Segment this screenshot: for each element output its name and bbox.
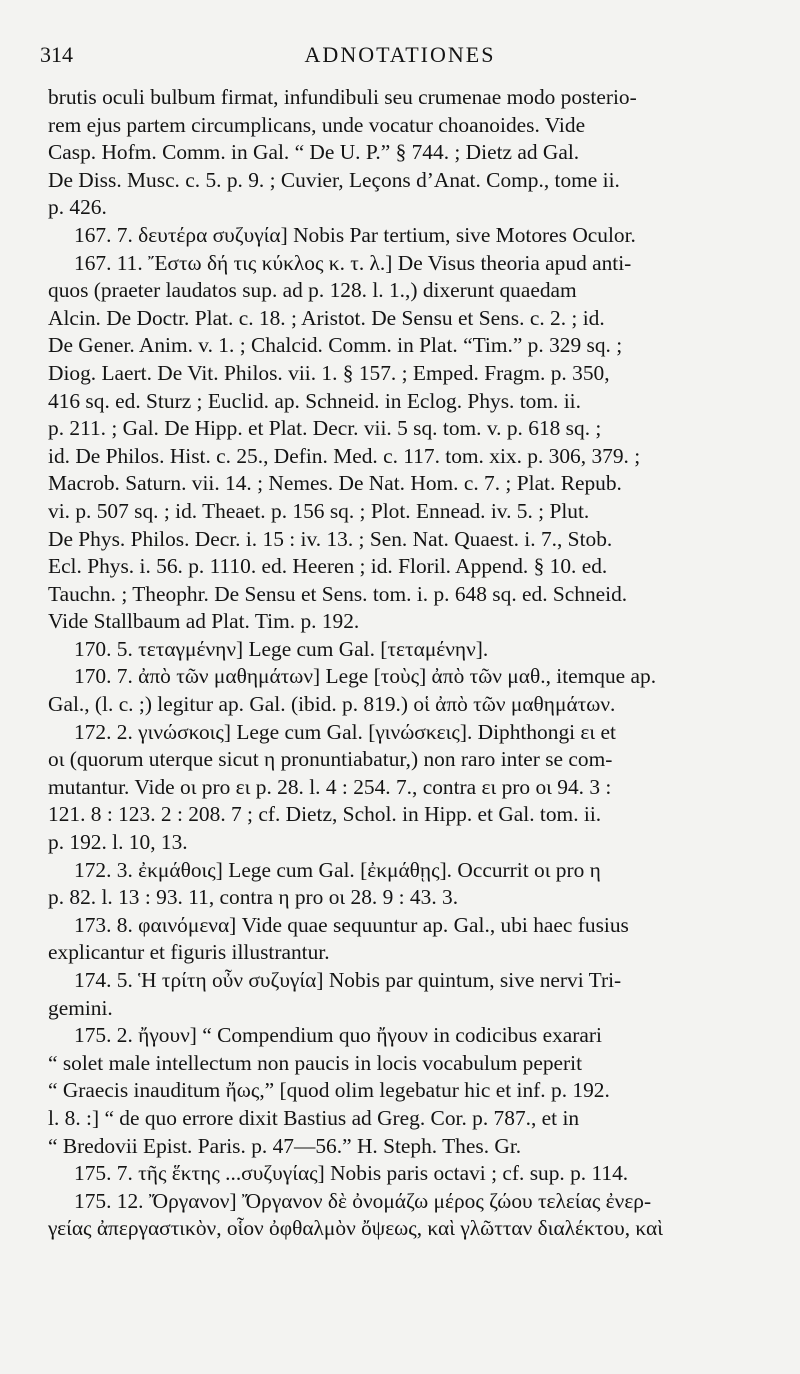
text-line: rem ejus partem circumplicans, unde vocatur choanoides. Vide — [48, 112, 586, 137]
annotation-entry-line: 175. 7. τῆς ἕκτης ...συζυγίας] Nobis paris octavi ; cf. sup. p. 114. — [74, 1161, 629, 1186]
annotation-entry-line: 172. 3. ἐκμάθοις] Lege cum Gal. [ἐκμάθῃς]. Occurrit οι pro η — [74, 857, 601, 882]
text-line: p. 192. l. 10, 13. — [48, 830, 188, 855]
annotation-entry-line: 167. 11. Ἔστω δή τις κύκλος κ. τ. λ.] De Visus theoria apud anti- — [74, 250, 632, 275]
text-line: Ecl. Phys. i. 56. p. 1110. ed. Heeren ; id. Floril. Append. § 10. ed. — [48, 554, 608, 579]
text-line: οι (quorum uterque sicut η pronuntiabatur,) non raro inter se com- — [48, 747, 613, 772]
text-line: “ Bredovii Epist. Paris. p. 47—56.” H. Steph. Thes. Gr. — [48, 1133, 522, 1158]
page-number: 314 — [40, 42, 73, 67]
text-line: De Diss. Musc. c. 5. p. 9. ; Cuvier, Leçons d’Anat. Comp., tome ii. — [48, 167, 620, 192]
text-line: p. 426. — [48, 195, 107, 220]
text-line: explicantur et figuris illustrantur. — [48, 940, 330, 965]
text-line: mutantur. Vide οι pro ει p. 28. l. 4 : 254. 7., contra ει pro οι 94. 3 : — [48, 774, 612, 799]
annotation-entry-line: 174. 5. Ἡ τρίτη οὖν συζυγία] Nobis par quintum, sive nervi Tri- — [74, 968, 622, 992]
text-line: 416 sq. ed. Sturz ; Euclid. ap. Schneid. in Eclog. Phys. tom. ii. — [48, 388, 581, 413]
annotation-entry-line: 173. 8. φαινόμενα] Vide quae sequuntur ap. Gal., ubi haec fusius — [74, 912, 629, 937]
text-line: γείας ἀπεργαστικὸν, οἷον ὀφθαλμὸν ὄψεως, καὶ γλῶτταν διαλέκτου, καὶ — [48, 1216, 663, 1241]
text-line: 121. 8 : 123. 2 : 208. 7 ; cf. Dietz, Schol. in Hipp. et Gal. tom. ii. — [48, 802, 602, 827]
text-line: gemini. — [48, 995, 113, 1020]
text-line: De Phys. Philos. Decr. i. 15 : iv. 13. ; Sen. Nat. Quaest. i. 7., Stob. — [48, 526, 613, 551]
annotation-entry-line: 175. 2. ἤγουν] “ Compendium quo ἤγουν in codicibus exarari — [74, 1023, 602, 1048]
text-line: id. De Philos. Hist. c. 25., Defin. Med. c. 117. tom. xix. p. 306, 379. ; — [48, 443, 641, 468]
annotation-entry-line: 172. 2. γινώσκοις] Lege cum Gal. [γινώσκεις]. Diphthongi ει et — [74, 719, 616, 744]
text-line: “ solet male intellectum non paucis in locis vocabulum peperit — [48, 1050, 583, 1075]
text-line: p. 211. ; Gal. De Hipp. et Plat. Decr. vii. 5 sq. tom. v. p. 618 sq. ; — [48, 416, 602, 441]
annotation-entry-line: 170. 7. ἀπὸ τῶν μαθημάτων] Lege [τοὺς] ἀπὸ τῶν μαθ., itemque ap. — [74, 664, 657, 689]
text-line: De Gener. Anim. v. 1. ; Chalcid. Comm. in Plat. “Tim.” p. 329 sq. ; — [48, 333, 623, 358]
text-line: l. 8. :] “ de quo errore dixit Bastius ad Greg. Cor. p. 787., et in — [48, 1105, 580, 1130]
text-line: quos (praeter laudatos sup. ad p. 128. l. 1.,) dixerunt quaedam — [48, 278, 577, 303]
page-header — [40, 38, 760, 78]
text-line: p. 82. l. 13 : 93. 11, contra η pro οι 28. 9 : 43. 3. — [48, 885, 459, 910]
annotation-entry-line: 175. 12. Ὄργανον] Ὄργανον δὲ ὀνομάζω μέρος ζώου τελείας ἐνερ- — [74, 1188, 652, 1213]
text-line: Gal., (l. c. ;) legitur ap. Gal. (ibid. p. 819.) οἱ ἀπὸ τῶν μαθημάτων. — [48, 692, 616, 717]
text-line: Casp. Hofm. Comm. in Gal. “ De U. P.” § 744. ; Dietz ad Gal. — [48, 140, 580, 165]
running-head: ADNOTATIONES — [304, 42, 496, 67]
text-line: brutis oculi bulbum firmat, infundibuli seu crumenae modo posterio- — [48, 85, 637, 109]
text-line: “ Graecis inauditum ἤως,” [quod olim legebatur hic et inf. p. 192. — [48, 1078, 610, 1103]
annotation-text — [48, 84, 757, 1243]
annotation-entry-line: 170. 5. τεταγμένην] Lege cum Gal. [τεταμένην]. — [74, 636, 489, 661]
text-line: Vide Stallbaum ad Plat. Tim. p. 192. — [48, 609, 360, 634]
text-line: Tauchn. ; Theophr. De Sensu et Sens. tom. i. p. 648 sq. ed. Schneid. — [48, 581, 628, 606]
text-line: Macrob. Saturn. vii. 14. ; Nemes. De Nat. Hom. c. 7. ; Plat. Repub. — [48, 471, 622, 496]
text-line: vi. p. 507 sq. ; id. Theaet. p. 156 sq. ; Plot. Ennead. iv. 5. ; Plut. — [48, 498, 590, 523]
annotation-entry-line: 167. 7. δευτέρα συζυγία] Nobis Par tertium, sive Motores Oculor. — [74, 222, 636, 247]
text-line: Alcin. De Doctr. Plat. c. 18. ; Aristot. De Sensu et Sens. c. 2. ; id. — [48, 305, 605, 330]
text-line: Diog. Laert. De Vit. Philos. vii. 1. § 157. ; Emped. Fragm. p. 350, — [48, 360, 610, 385]
